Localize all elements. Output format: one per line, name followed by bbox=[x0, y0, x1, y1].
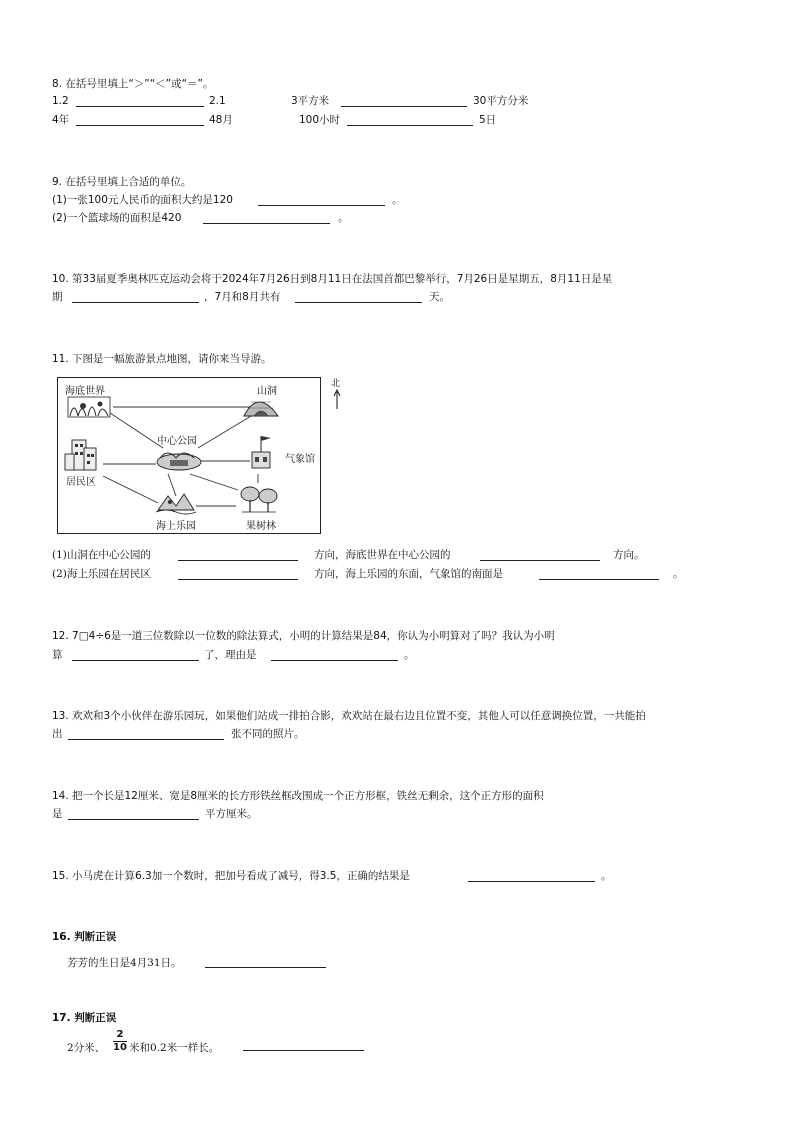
residential-area-icon bbox=[65, 440, 96, 470]
map-label-central-park: 中心公园 bbox=[157, 436, 197, 447]
q10-line2-b: ，7月和8月共有 bbox=[204, 291, 281, 303]
map-label-residential: 居民区 bbox=[66, 477, 96, 488]
q15-line1-end: 。 bbox=[601, 870, 612, 882]
q8-r2-left2: 100小时 bbox=[299, 114, 341, 126]
q8-r1-right: 2.1 bbox=[209, 95, 226, 107]
q11-blank4[interactable] bbox=[539, 579, 659, 580]
q11-title: 11. 下图是一幅旅游景点地图，请你来当导游。 bbox=[52, 353, 272, 365]
q11-sub2-a: (2)海上乐园在居民区 bbox=[52, 568, 151, 580]
q11-blank2[interactable] bbox=[480, 560, 600, 561]
underwater-world-icon bbox=[68, 397, 110, 417]
q17-answer-blank[interactable] bbox=[243, 1050, 364, 1051]
sea-park-icon bbox=[156, 494, 196, 514]
q12-line2-a: 算 bbox=[52, 649, 63, 661]
q8-r2-blank1[interactable] bbox=[76, 125, 204, 126]
map-lines bbox=[58, 378, 322, 535]
q12-line2-c: 。 bbox=[404, 649, 415, 661]
map-label-sea-park: 海上乐园 bbox=[156, 521, 196, 532]
q9-line2-end: 。 bbox=[338, 212, 349, 224]
q8-r2-blank2[interactable] bbox=[347, 125, 473, 126]
q11-sub2-c: 。 bbox=[673, 568, 684, 580]
q13-line2-b: 张不同的照片。 bbox=[231, 728, 305, 740]
q11-sub2-b: 方向，海上乐园的东面，气象馆的南面是 bbox=[314, 568, 503, 580]
q10-line2-c: 天。 bbox=[429, 291, 450, 303]
q8-title: 8. 在括号里填上“＞”“＜”或“＝”。 bbox=[52, 78, 214, 90]
map-label-orchard: 果树林 bbox=[246, 521, 276, 532]
q14-line2-a: 是 bbox=[52, 808, 63, 820]
q10-line2-a: 期 bbox=[52, 291, 63, 303]
north-arrow-icon bbox=[332, 389, 342, 409]
q10-blank2[interactable] bbox=[295, 302, 422, 303]
q8-r1-left: 1.2 bbox=[52, 95, 69, 107]
q12-line2-b: 了，理由是 bbox=[204, 649, 257, 661]
q8-r2-right2: 5日 bbox=[479, 114, 497, 126]
fraction-denominator: 10 bbox=[113, 1042, 127, 1053]
q16-answer-blank[interactable] bbox=[205, 967, 326, 968]
q17-title: 17. 判断正误 bbox=[52, 1012, 117, 1024]
q9-line1: (1)一张100元人民币的面积大约是120 bbox=[52, 194, 233, 206]
q9-line2: (2)一个篮球场的面积是420 bbox=[52, 212, 182, 224]
q17-part-b: 米和0.2米一样长。 bbox=[129, 1042, 220, 1054]
q10-line1: 10. 第33届夏季奥林匹克运动会将于2024年7月26日到8月11日在法国首都巴黎举行，7月26日是星期五，8月11日是星 bbox=[52, 273, 613, 285]
q14-line2-b: 平方厘米。 bbox=[205, 808, 258, 820]
q16-title: 16. 判断正误 bbox=[52, 931, 117, 943]
q8-r2-right: 48月 bbox=[209, 114, 233, 126]
q10-blank1[interactable] bbox=[72, 302, 199, 303]
q12-line1: 12. 7□4÷6是一道三位数除以一位数的除法算式，小明的计算结果是84，你认为小明算对了吗？我认为小明 bbox=[52, 630, 555, 642]
q15-line1: 15. 小马虎在计算6.3加一个数时，把加号看成了减号，得3.5，正确的结果是 bbox=[52, 870, 410, 882]
orchard-icon bbox=[241, 487, 277, 512]
q11-blank1[interactable] bbox=[178, 560, 298, 561]
q16-statement: 芳芳的生日是4月31日。 bbox=[67, 957, 182, 969]
q11-sub1-b: 方向，海底世界在中心公园的 bbox=[314, 549, 451, 561]
q9-blank1[interactable] bbox=[258, 205, 385, 206]
q12-blank1[interactable] bbox=[72, 660, 199, 661]
q9-title: 9. 在括号里填上合适的单位。 bbox=[52, 176, 192, 188]
q8-r1-blank1[interactable] bbox=[76, 106, 204, 107]
map-label-weather-station: 气象馆 bbox=[285, 454, 315, 465]
tourist-map bbox=[57, 377, 321, 534]
fraction-numerator: 2 bbox=[113, 1029, 127, 1042]
q11-sub1-a: (1)山洞在中心公园的 bbox=[52, 549, 151, 561]
q8-r1-right2: 30平方分米 bbox=[473, 95, 529, 107]
map-label-underwater-world: 海底世界 bbox=[65, 386, 105, 397]
q8-r2-left: 4年 bbox=[52, 114, 70, 126]
q17-part-a: 2分米、 bbox=[67, 1042, 106, 1054]
q12-blank2[interactable] bbox=[271, 660, 398, 661]
q11-blank3[interactable] bbox=[178, 579, 298, 580]
map-label-cave: 山洞 bbox=[257, 386, 277, 397]
q11-sub1-c: 方向。 bbox=[613, 549, 645, 561]
q14-line1: 14. 把一个长是12厘米、宽是8厘米的长方形铁丝框改围成一个正方形框，铁丝无剩余，这个正方形的面积 bbox=[52, 790, 544, 802]
q14-blank[interactable] bbox=[68, 819, 199, 820]
q9-line1-end: 。 bbox=[392, 194, 403, 206]
q13-line1: 13. 欢欢和3个小伙伴在游乐园玩，如果他们站成一排拍合影，欢欢站在最右边且位置不变，其他人可以任意调换位置，一共能拍 bbox=[52, 710, 646, 722]
q17-fraction bbox=[113, 1029, 127, 1054]
cave-icon bbox=[244, 402, 278, 416]
q9-blank2[interactable] bbox=[203, 223, 330, 224]
q15-blank[interactable] bbox=[468, 881, 595, 882]
q8-r1-left2: 3平方米 bbox=[291, 95, 330, 107]
central-park-icon bbox=[157, 453, 201, 470]
q8-r1-blank2[interactable] bbox=[341, 106, 467, 107]
weather-station-icon bbox=[252, 436, 271, 468]
q13-line2-a: 出 bbox=[52, 728, 63, 740]
q13-blank[interactable] bbox=[68, 739, 224, 740]
north-label: 北 bbox=[331, 379, 341, 389]
